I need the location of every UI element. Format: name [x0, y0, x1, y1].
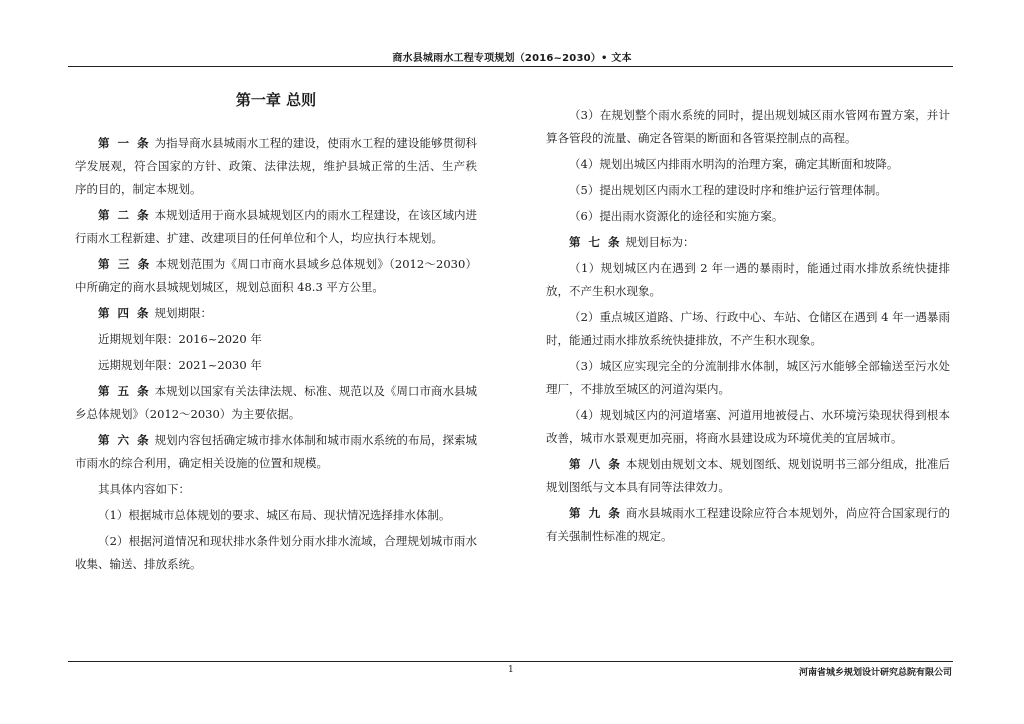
- content-intro: 其具体内容如下：: [98, 482, 190, 496]
- article-8: 第 八 条 本规划由规划文本、规划图纸、规划说明书三部分组成，批准后规划图纸与文本具有同等法律效力。: [546, 457, 950, 494]
- footer-rule: [68, 661, 953, 662]
- goal-item-2: （2）重点城区道路、广场、行政中心、车站、仓储区在遇到 4 年一遇暴雨时，能通过雨水排放系统快捷排放，不产生积水现象。: [546, 310, 950, 347]
- article-label: 第 五 条: [98, 384, 151, 398]
- content-item-3: （3）在规划整个雨水系统的同时，提出规划城区雨水管网布置方案，并计算各管段的流量、确定各管渠的断面和各管渠控制点的高程。: [546, 108, 950, 145]
- article-label: 第 七 条: [569, 235, 622, 249]
- article-6: 第 六 条 规划内容包括确定城市排水体制和城市雨水系统的布局，探索城市雨水的综合利用，确定相关设施的位置和规模。: [75, 433, 477, 470]
- article-label: 第 八 条: [569, 457, 622, 471]
- left-column: [75, 88, 477, 579]
- article-3: 第 三 条 本规划范围为《周口市商水县域乡总体规划》（2012～2030）中所确定的商水县城规划城区，规划总面积 48.3 平方公里。: [75, 257, 477, 294]
- goal-item-1: （1）规划城区内在遇到 2 年一遇的暴雨时，能通过雨水排放系统快捷排放，不产生积水现象。: [546, 261, 950, 298]
- page-number: 1: [508, 665, 514, 675]
- goal-item-4: （4）规划城区内的河道堵塞、河道用地被侵占、水环境污染现状得到根本改善，城市水景观更加亮丽，将商水县建设成为环境优美的宜居城市。: [546, 408, 950, 445]
- content-item-5: （5）提出规划区内雨水工程的建设时序和维护运行管理体制。: [569, 183, 887, 197]
- content-item-6: （6）提出雨水资源化的途径和实施方案。: [569, 209, 784, 223]
- article-label: 第 三 条: [98, 257, 152, 271]
- article-label: 第 九 条: [569, 506, 622, 520]
- article-2: 第 二 条 本规划适用于商水县城规划区内的雨水工程建设，在该区域内进行雨水工程新建、扩建、改建项目的任何单位和个人，均应执行本规划。: [75, 208, 477, 245]
- article-label: 第 二 条: [98, 208, 151, 222]
- content-item-4: （4）规划出城区内排雨水明沟的治理方案，确定其断面和坡降。: [569, 157, 899, 171]
- long-term-period: 远期规划年限：2021~2030 年: [98, 358, 262, 372]
- chapter-title: 第一章 总则: [235, 91, 317, 109]
- header-rule: [68, 66, 953, 67]
- article-5: 第 五 条 本规划以国家有关法律法规、标准、规范以及《周口市商水县城乡总体规划》（2012～2030）为主要依据。: [75, 384, 477, 421]
- document-header: 商水县城雨水工程专项规划（2016~2030）• 文本: [392, 53, 632, 64]
- article-label: 第 四 条: [98, 306, 151, 320]
- goal-item-3: （3）城区应实现完全的分流制排水体制，城区污水能够全部输送至污水处理厂，不排放至城区的河道沟渠内。: [546, 359, 950, 396]
- article-label: 第 六 条: [98, 433, 151, 447]
- article-4: 第 四 条 规划期限：: [98, 306, 213, 320]
- article-1: 第 一 条 为指导商水县城雨水工程的建设，使雨水工程的建设能够贯彻科学发展观，符合国家的方针、政策、法律法规，维护县城正常的生活、生产秩序的目的，制定本规划。: [75, 136, 477, 196]
- article-9: 第 九 条 商水县城雨水工程建设除应符合本规划外，尚应符合国家现行的有关强制性标准的规定。: [546, 506, 950, 543]
- article-label: 第 一 条: [98, 136, 151, 150]
- near-term-period: 近期规划年限：2016~2020 年: [98, 332, 262, 346]
- content-item-1: （1）根据城市总体规划的要求、城区布局、现状情况选择排水体制。: [98, 508, 451, 522]
- organization-name: 河南省城乡规划设计研究总院有限公司: [798, 668, 952, 678]
- article-7: 第 七 条 规划目标为：: [569, 235, 695, 249]
- content-item-2: （2）根据河道情况和现状排水条件划分雨水排水流域，合理规划城市雨水收集、输送、排放系统。: [75, 534, 477, 571]
- right-column: [546, 104, 950, 551]
